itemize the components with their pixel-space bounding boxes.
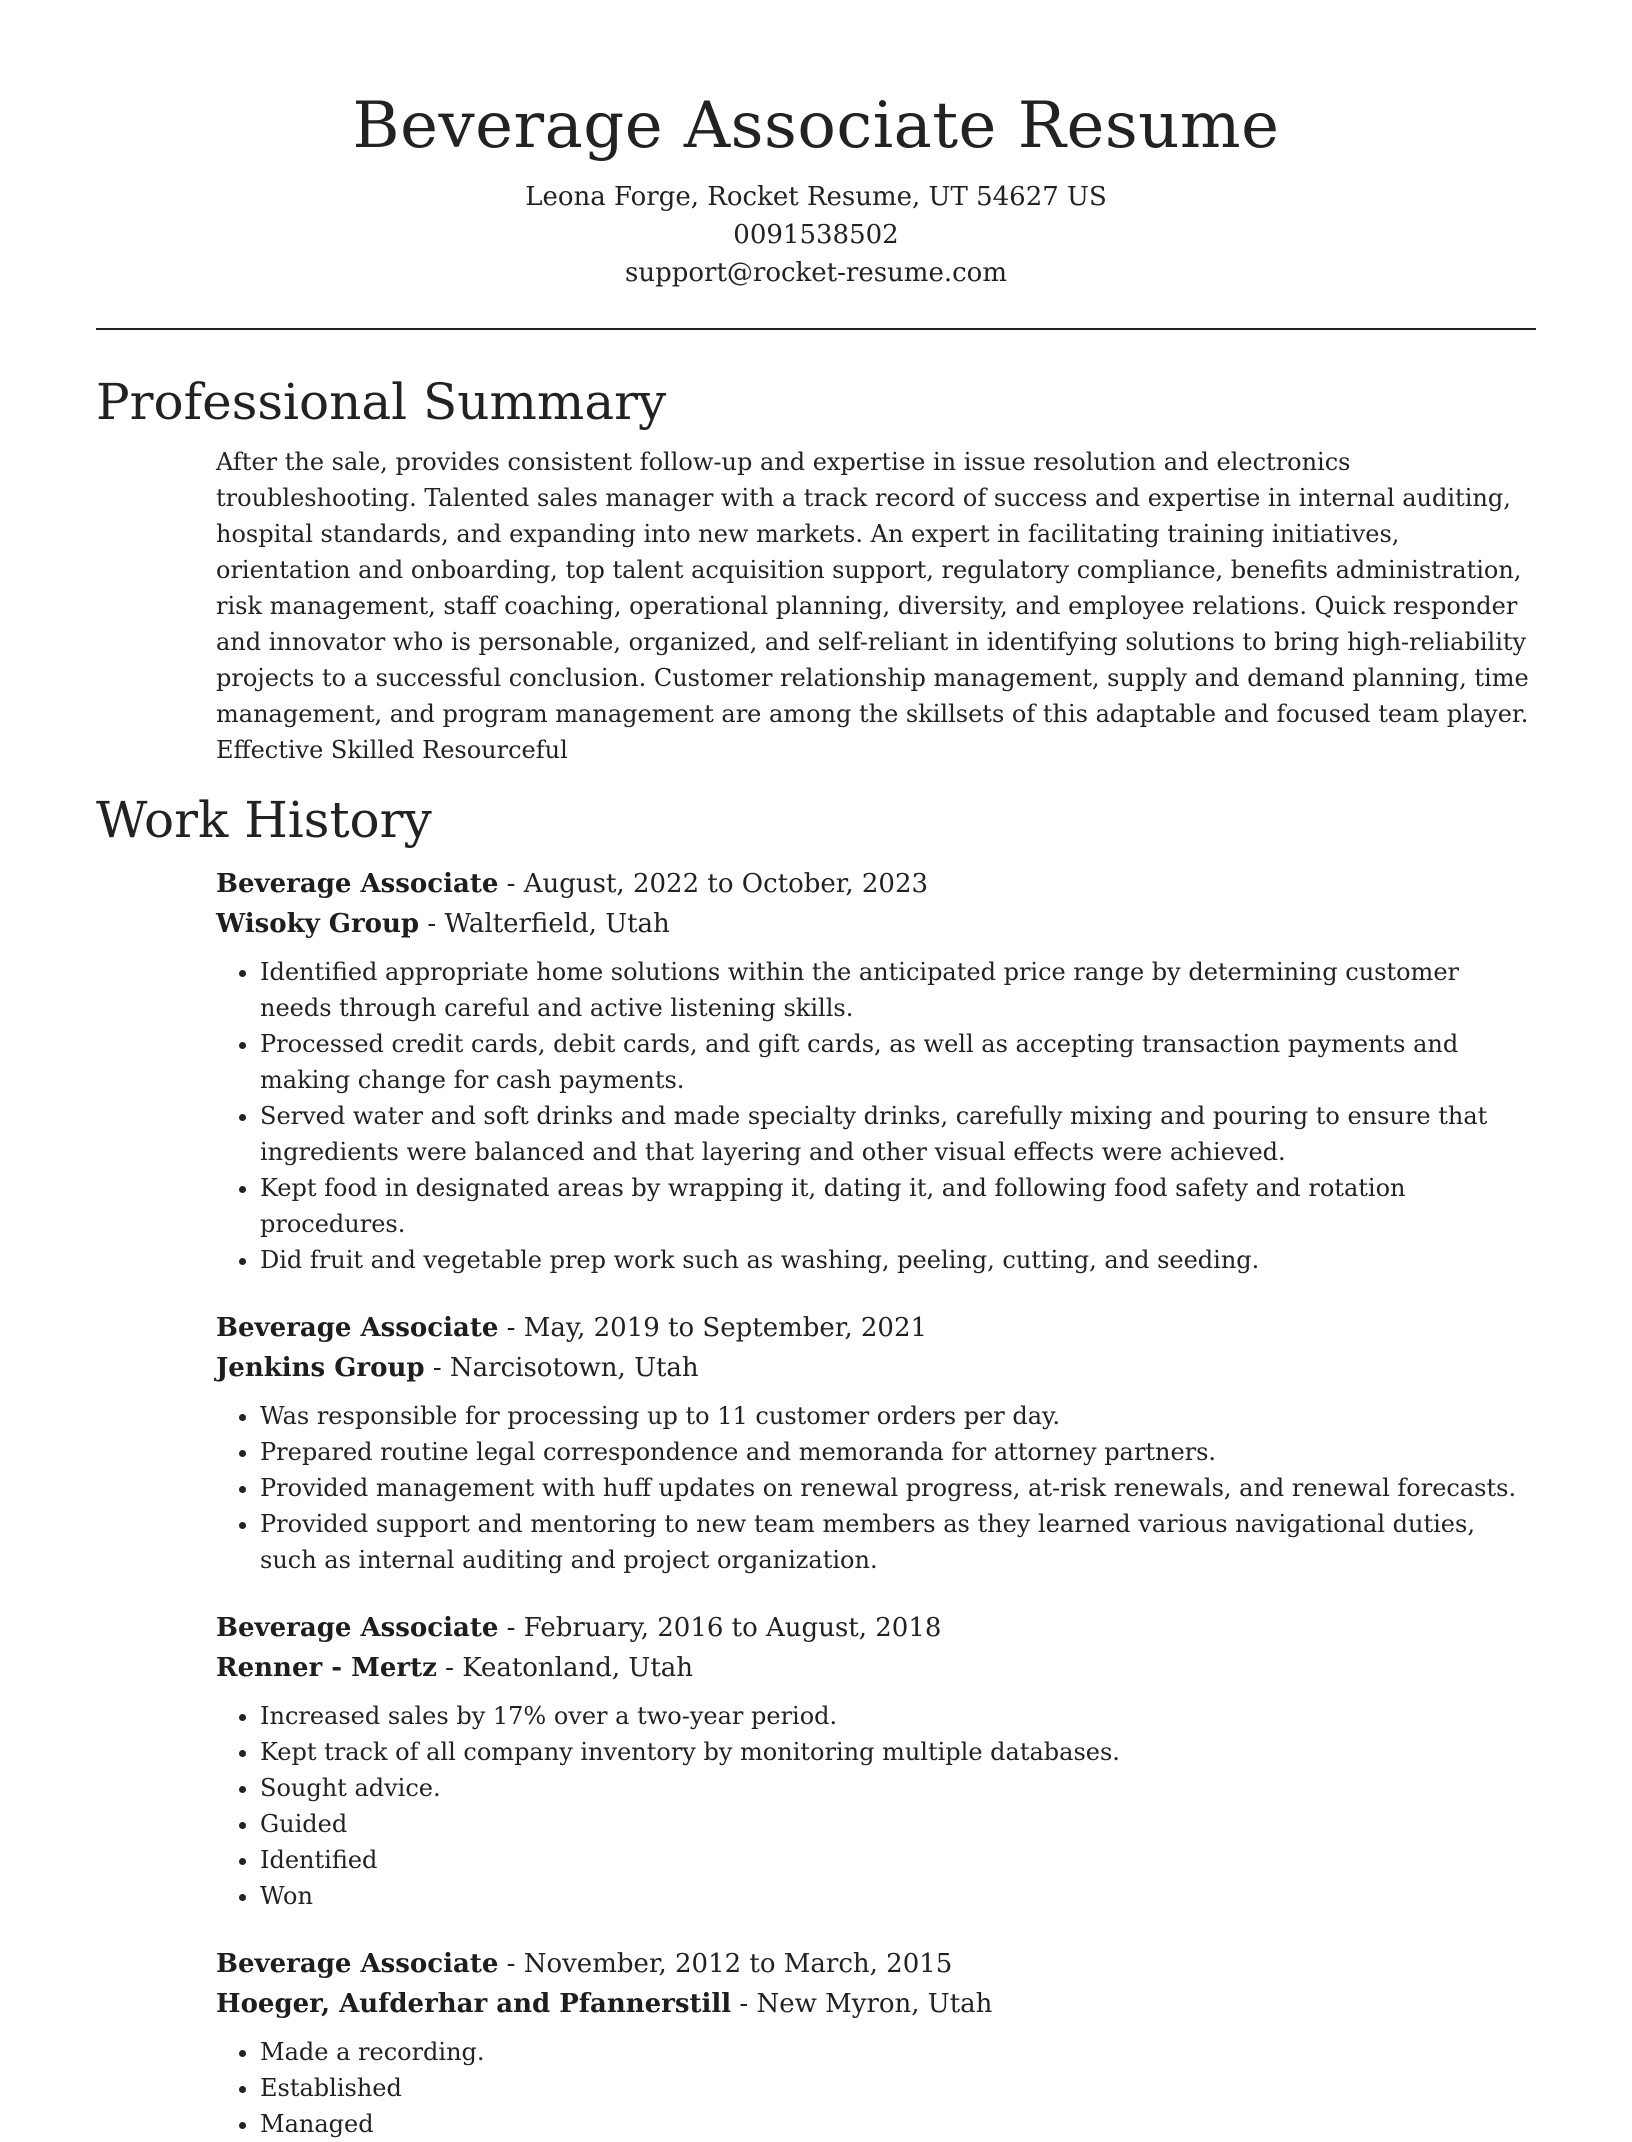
separator: - — [419, 909, 445, 939]
job-company-line — [216, 1348, 1536, 1388]
contact-address: Leona Forge, Rocket Resume, UT 54627 US — [525, 182, 1107, 212]
job-entry — [216, 1944, 1536, 2142]
job-bullet: • Prepared routine legal correspondence and memoranda for attorney partners. — [260, 1434, 1536, 1470]
job-bullet-list — [216, 1398, 1536, 1578]
job-company: Renner - Mertz — [216, 1653, 437, 1683]
summary-heading: Professional Summary — [96, 373, 667, 431]
separator: - — [498, 1313, 524, 1343]
job-dates: February, 2016 to August, 2018 — [523, 1613, 942, 1643]
job-title-line — [216, 864, 1536, 904]
job-dates: May, 2019 to September, 2021 — [523, 1313, 928, 1343]
job-bullet: • Identified — [260, 1842, 1536, 1878]
job-entry — [216, 864, 1536, 1278]
job-company-line — [216, 1984, 1536, 2024]
job-bullet: • Made a recording. — [260, 2034, 1536, 2070]
job-title-line — [216, 1608, 1536, 1648]
job-dates: November, 2012 to March, 2015 — [523, 1949, 953, 1979]
job-title: Beverage Associate — [216, 1613, 499, 1643]
job-title-line — [216, 1308, 1536, 1348]
job-bullet: • Established — [260, 2070, 1536, 2106]
job-bullet: • Provided support and mentoring to new team members as they learned various navigational duties, such as internal auditing and project organization. — [260, 1506, 1536, 1578]
job-bullet: • Served water and soft drinks and made specialty drinks, carefully mixing and pouring to ensure that ingredients were balanced and that layering and other visual effects were achieved. — [260, 1098, 1536, 1170]
resume-header — [0, 0, 1632, 292]
separator: - — [498, 869, 524, 899]
job-bullet: • Did fruit and vegetable prep work such as washing, peeling, cutting, and seeding. — [260, 1242, 1536, 1278]
work-history-section — [0, 788, 1632, 2142]
job-title-line — [216, 1944, 1536, 1984]
job-location: Narcisotown, Utah — [449, 1353, 699, 1383]
job-bullet: • Increased sales by 17% over a two-year period. — [260, 1698, 1536, 1734]
header-divider — [96, 328, 1536, 330]
job-dates: August, 2022 to October, 2023 — [523, 869, 929, 899]
job-company-line — [216, 904, 1536, 944]
job-location: Walterfield, Utah — [444, 909, 670, 939]
job-bullet: • Was responsible for processing up to 11 customer orders per day. — [260, 1398, 1536, 1434]
document-title: Beverage Associate Resume — [352, 89, 1280, 163]
summary-text: After the sale, provides consistent follow-up and expertise in issue resolution and electronics troubleshooting. Talented sales manager with a track record of success and expertise in internal auditing, hospital standards, and expanding into new markets. An expert in facilitating training initiatives, orientation and onboarding, top talent acquisition support, regulatory compliance, benefits administration, risk management, staff coaching, operational planning, diversity, and employee relations. Quick responder and innovator who is personable, organized, and self-reliant in identifying solutions to bring high-reliability projects to a successful conclusion. Customer relationship management, supply and demand planning, time management, and program management are among the skillsets of this adaptable and focused team player. Effective Skilled Resourceful — [216, 448, 1529, 764]
job-list — [0, 864, 1632, 2142]
job-bullet: • Won — [260, 1878, 1536, 1914]
separator: - — [731, 1989, 757, 2019]
summary-section — [0, 370, 1632, 768]
job-bullet-list — [216, 954, 1536, 1278]
job-location: New Myron, Utah — [756, 1989, 993, 2019]
job-bullet: • Kept track of all company inventory by monitoring multiple databases. — [260, 1734, 1536, 1770]
job-company: Wisoky Group — [216, 909, 420, 939]
contact-phone: 0091538502 — [733, 220, 899, 250]
contact-email: support@rocket-resume.com — [624, 258, 1007, 288]
job-bullet-list — [216, 1698, 1536, 1914]
separator: - — [424, 1353, 450, 1383]
contact-block — [0, 178, 1632, 292]
job-title: Beverage Associate — [216, 869, 499, 899]
job-location: Keatonland, Utah — [462, 1653, 694, 1683]
job-title: Beverage Associate — [216, 1949, 499, 1979]
job-company-line — [216, 1648, 1536, 1688]
job-bullet: • Guided — [260, 1806, 1536, 1842]
job-bullet: • Identified appropriate home solutions within the anticipated price range by determining customer needs through careful and active listening skills. — [260, 954, 1536, 1026]
job-bullet: • Managed — [260, 2106, 1536, 2142]
job-company: Hoeger, Aufderhar and Pfannerstill — [216, 1989, 732, 2019]
job-entry — [216, 1308, 1536, 1578]
job-bullet: • Kept food in designated areas by wrapping it, dating it, and following food safety and rotation procedures. — [260, 1170, 1536, 1242]
work-history-heading: Work History — [96, 791, 432, 849]
separator: - — [498, 1949, 524, 1979]
job-bullet-list — [216, 2034, 1536, 2142]
separator: - — [498, 1613, 524, 1643]
job-entry — [216, 1608, 1536, 1914]
job-title: Beverage Associate — [216, 1313, 499, 1343]
separator: - — [436, 1653, 463, 1683]
job-bullet: • Sought advice. — [260, 1770, 1536, 1806]
job-company: Jenkins Group — [216, 1353, 425, 1383]
job-bullet: • Provided management with huff updates on renewal progress, at-risk renewals, and renewal forecasts. — [260, 1470, 1536, 1506]
job-bullet: • Processed credit cards, debit cards, and gift cards, as well as accepting transaction payments and making change for cash payments. — [260, 1026, 1536, 1098]
